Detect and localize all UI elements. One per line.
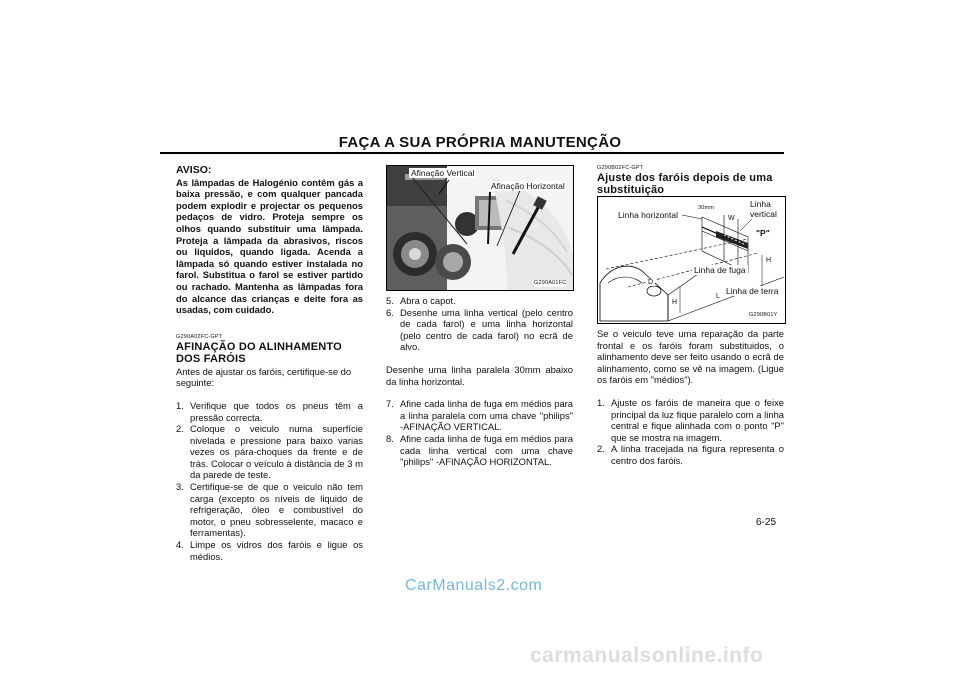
label-w: W (728, 215, 735, 222)
label-30mm: 30mm (698, 205, 715, 211)
right-column-body (597, 328, 784, 467)
watermark-online: carmanualsonline.info (530, 644, 764, 667)
list-item: 7. Afine cada linha de fuga em médios para a linha paralela com uma chave "philips" -AFINAÇÃO VERTICAL. (386, 398, 573, 433)
figure-code: G290B01Y (749, 312, 778, 318)
label-l: L (716, 293, 720, 300)
steps-list-middle-b (386, 398, 573, 468)
section-title-replacement: Ajuste dos faróis depois de uma substituição (597, 172, 773, 196)
header-rule (160, 152, 784, 154)
replacement-intro: Se o veiculo teve uma reparação da parte frontal e os faróis foram substituidos, o alinhamento deve ser feito usando o ecrã de alinhamento, como se vê na imagem. (Ligue os faróis em "médios"). (597, 328, 784, 386)
label-horizontal-adjust: Afinação Horizontal (491, 181, 565, 191)
middle-column (386, 295, 573, 468)
list-item: 1. Ajuste os faróis de maneira que o feixe principal da luz fique paralelo com a linha central e fique alinhada com o ponto "P" que se mostra na imagem. (597, 396, 784, 443)
list-item: 4. Limpe os vidros dos faróis e ligue os médios. (176, 539, 363, 562)
right-column (597, 165, 784, 196)
parallel-line-note: Desenhe uma linha paralela 30mm abaixo da linha horizontal. (386, 363, 573, 387)
list-item: 3. Certifique-se de que o veiculo não tem carga (excepto os níveis de liquido de refrigeração, óleo e combustível do motor, o pneu sobresselente, macaco e ferramentas). (176, 481, 363, 539)
list-item: 5. Abra o capot. (386, 295, 456, 306)
label-d: D (648, 279, 654, 286)
figure-code: G290A01FC (534, 280, 567, 286)
warning-title: AVISO: (176, 164, 212, 176)
list-item: 2. Coloque o veiculo numa superfície nivelada e pressione para baixo varias vezes os pára-choques da frente e de trás. Colocar o veículo à distância de 3 m da parede de teste. (176, 423, 363, 481)
watermark-carmanuals[interactable]: CarManuals2.com (405, 577, 543, 594)
label-vertical-adjust: Afinação Vertical (411, 168, 475, 178)
page-number: 6-25 (756, 517, 777, 528)
left-column (176, 165, 363, 562)
list-item: 8. Afine cada linha de fuga em médios para cada linha vertical com uma chave "philips" -AFINAÇÃO HORIZONTAL. (386, 432, 573, 468)
page-title: FAÇA A SUA PRÓPRIA MANUTENÇÃO (338, 134, 622, 151)
steps-list-right (597, 397, 784, 467)
label-h-car: H (672, 299, 678, 306)
label-h: H (766, 257, 772, 264)
list-item: 1. Verifique que todos os pneus têm a pressão correcta. (176, 399, 363, 423)
section-title-alignment: AFINAÇÃO DO ALINHAMENTO DOS FARÓIS (176, 340, 342, 365)
steps-list-left (176, 400, 363, 562)
section-code: G290A02FC-GPT (176, 333, 223, 340)
label-horizontal-line: Linha horizontal (618, 210, 679, 220)
label-point-p: "P" (756, 228, 770, 238)
label-vertical-line: Linha vertical (750, 199, 777, 219)
headlight-adjust-photo (386, 165, 574, 291)
list-item: 6. Desenhe uma linha vertical (pelo centro de cada farol) e uma linha horizontal (pelo centro de cada farol) no ecrã de alvo. (386, 306, 573, 353)
label-escape-line: Linha de fuga (694, 265, 746, 275)
section-intro: Antes de ajustar os faróis, certifique-se do seguinte: (176, 365, 352, 389)
section-code: G290B02FC-GPT (597, 165, 644, 171)
steps-list-middle-a (386, 295, 573, 353)
list-item: 2. A linha tracejada na figura representa o centro dos faróis. (597, 443, 784, 466)
label-ground-line: Linha de terra (726, 286, 779, 296)
warning-body: As lâmpadas de Halogénio contêm gás a baixa pressão, e com qualquer pancada podem explodir e projectar os pequenos pedaços de vidro. Proteja sempre os olhos quando substituir uma lâmpada. Proteja a lâmpada da abrasivos, riscos ou liquidos, quando ligada. Acenda a lâmpada só quando estiver instalada no farol. Substitua o farol se estiver partido ou rachado. Mantenha as lâmpadas fora do alcance das crianças e deite fora as usadas, com cuidado. (176, 176, 363, 316)
alignment-diagram (597, 196, 786, 324)
